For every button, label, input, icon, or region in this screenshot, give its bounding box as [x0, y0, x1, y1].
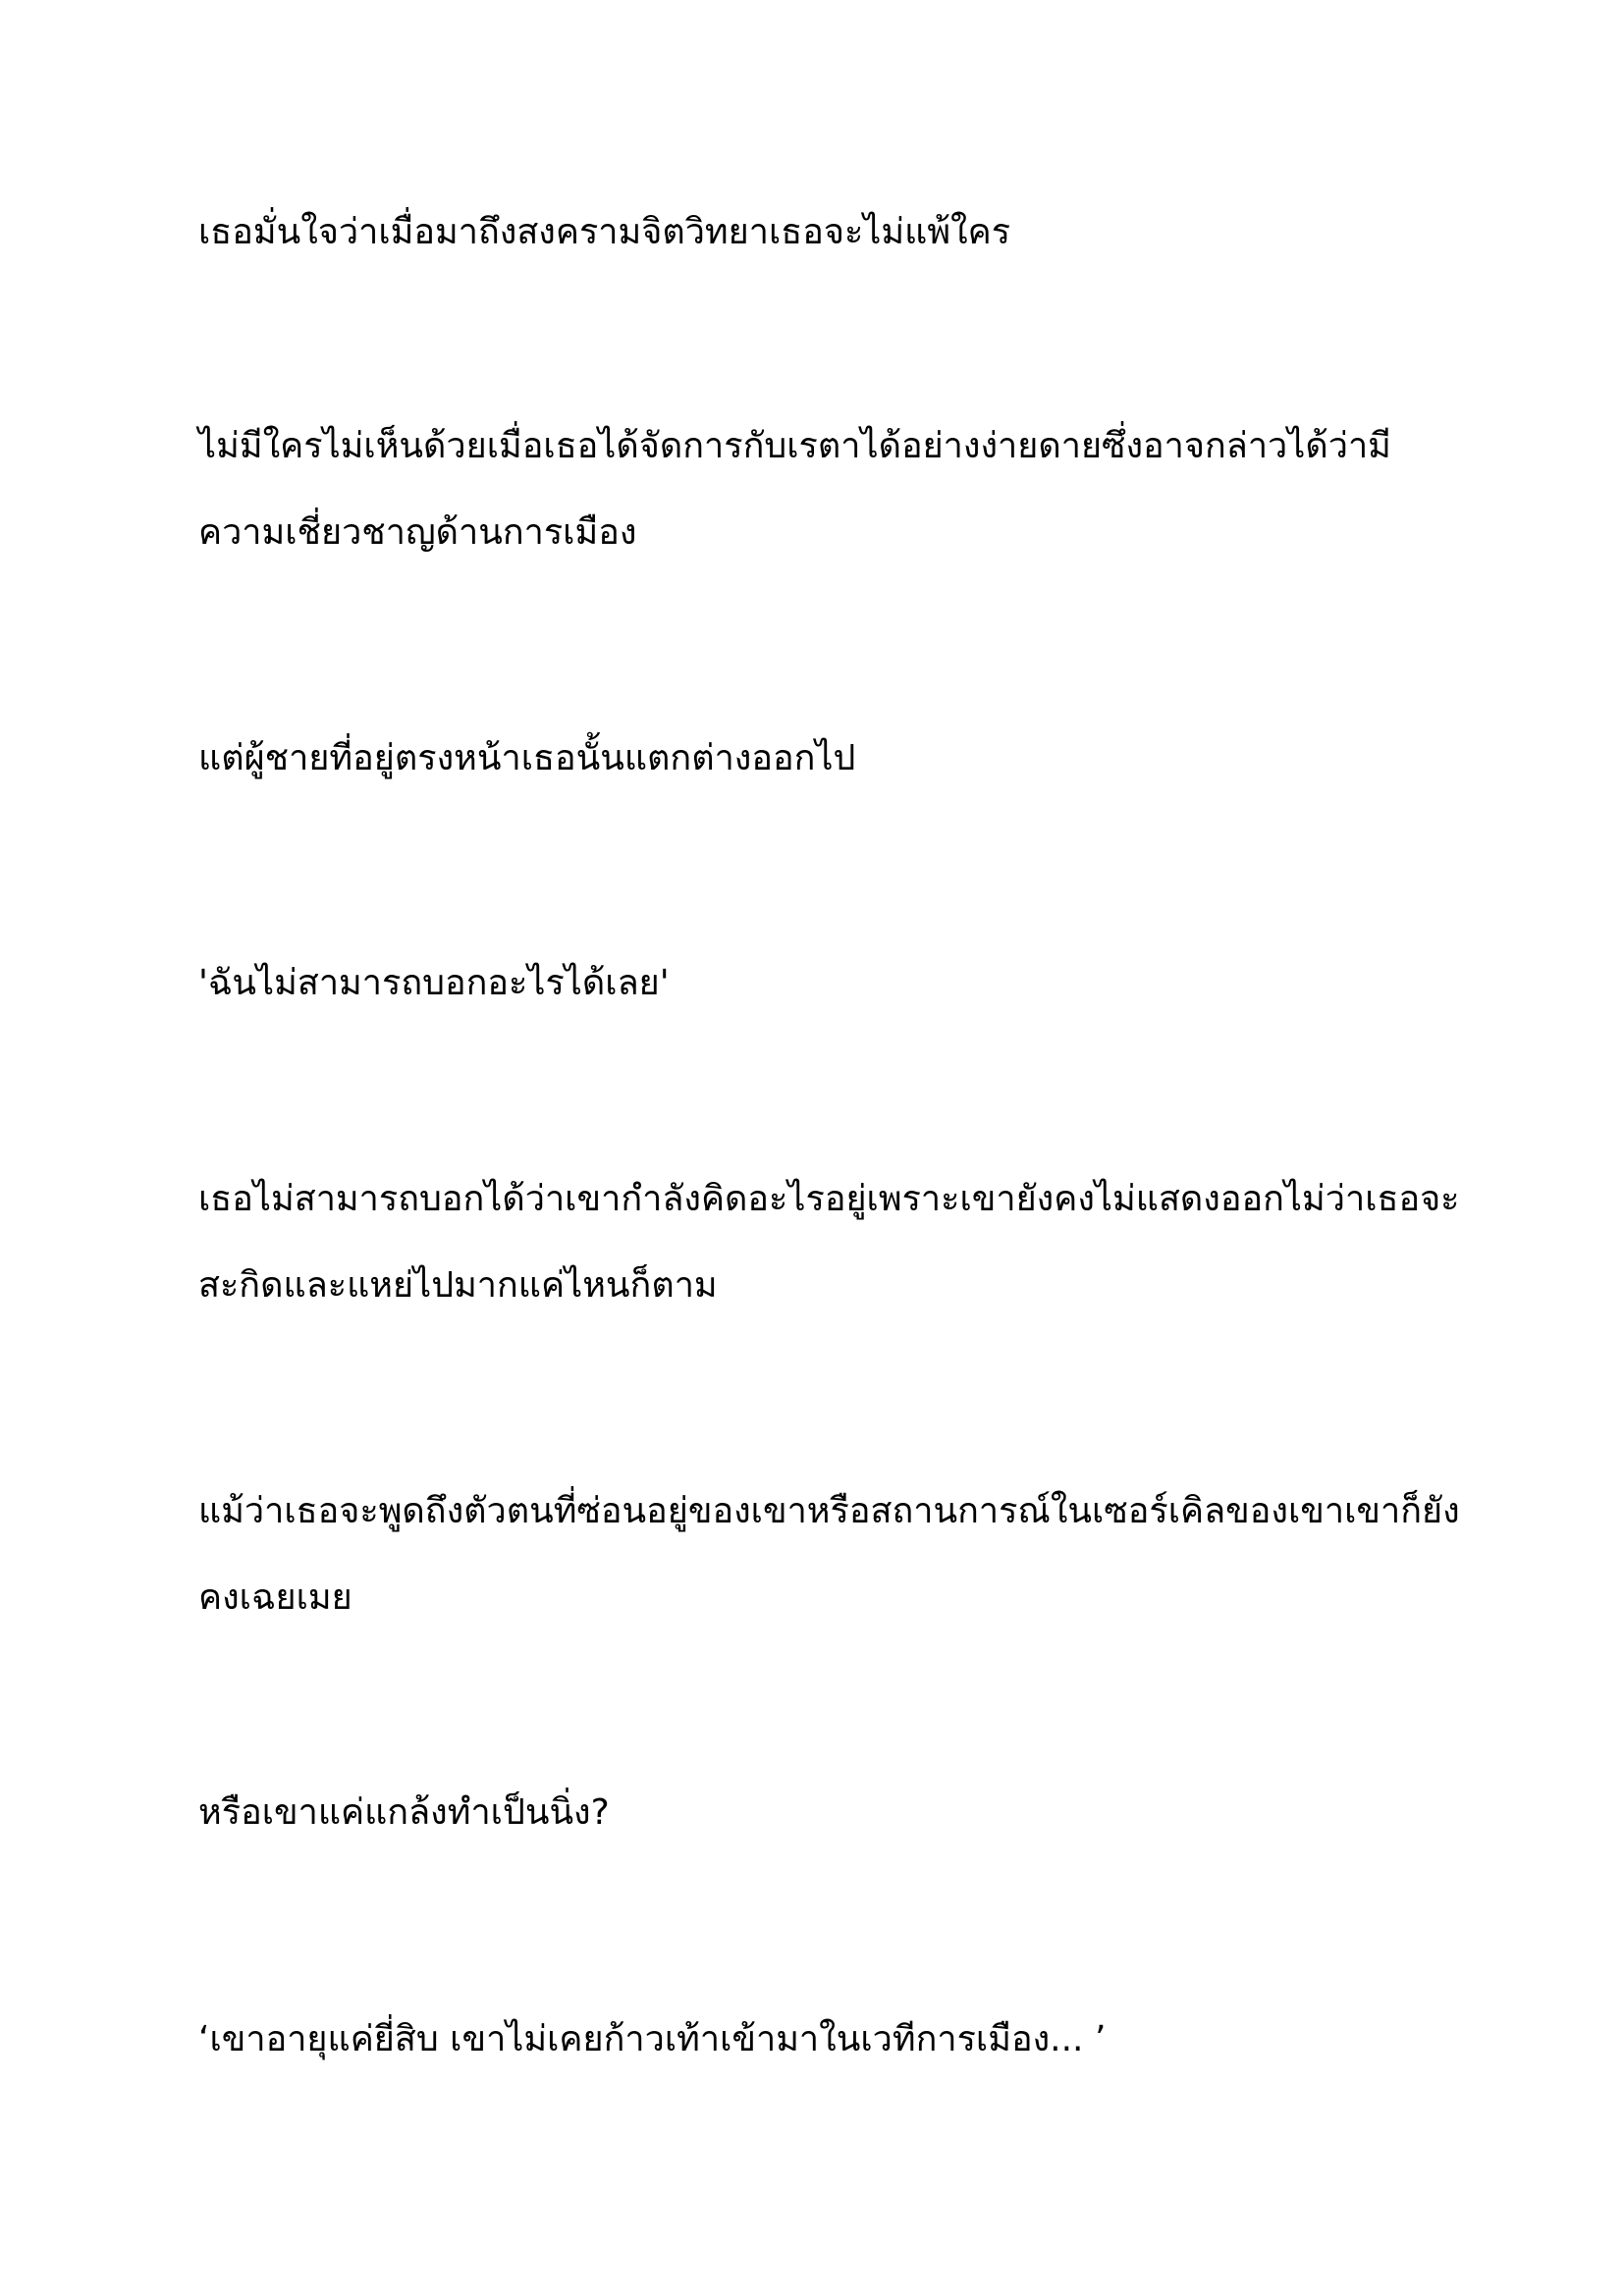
paragraph-6: แม้ว่าเธอจะพูดถึงตัวตนที่ซ่อนอยู่ของเขาหรือสถานการณ์ในเซอร์เคิลของเขาเขาก็ยังคงเฉยเมย — [198, 1491, 1460, 1618]
paragraph-2: ไม่มีใครไม่เห็นด้วยเมื่อเธอได้จัดการกับเรตาได้อย่างง่ายดายซึ่งอาจกล่าวได้ว่ามีความเชี่ยวชาญด้านการเมือง — [198, 426, 1391, 553]
paragraph-4: 'ฉันไม่สามารถบอกอะไรได้เลย' — [198, 963, 670, 1003]
paragraph-5: เธอไม่สามารถบอกได้ว่าเขากำลังคิดอะไรอยู่เพราะเขายังคงไม่แสดงออกไม่ว่าเธอจะสะกิดและแหย่ไปมากแค่ไหนก็ตาม — [198, 1179, 1460, 1306]
paragraph-3: แต่ผู้ชายที่อยู่ตรงหน้าเธอนั้นแตกต่างออกไป — [198, 738, 856, 778]
paragraph-7: หรือเขาแค่แกล้งทำเป็นนิ่ง? — [198, 1792, 610, 1833]
paragraph-8: ‘เขาอายุแค่ยี่สิบ เขาไม่เคยก้าวเท้าเข้ามาในเวทีการเมือง... ’ — [198, 2019, 1107, 2059]
paragraph-1: เธอมั่นใจว่าเมื่อมาถึงสงครามจิตวิทยาเธอจะไม่แพ้ใคร — [198, 212, 1011, 252]
